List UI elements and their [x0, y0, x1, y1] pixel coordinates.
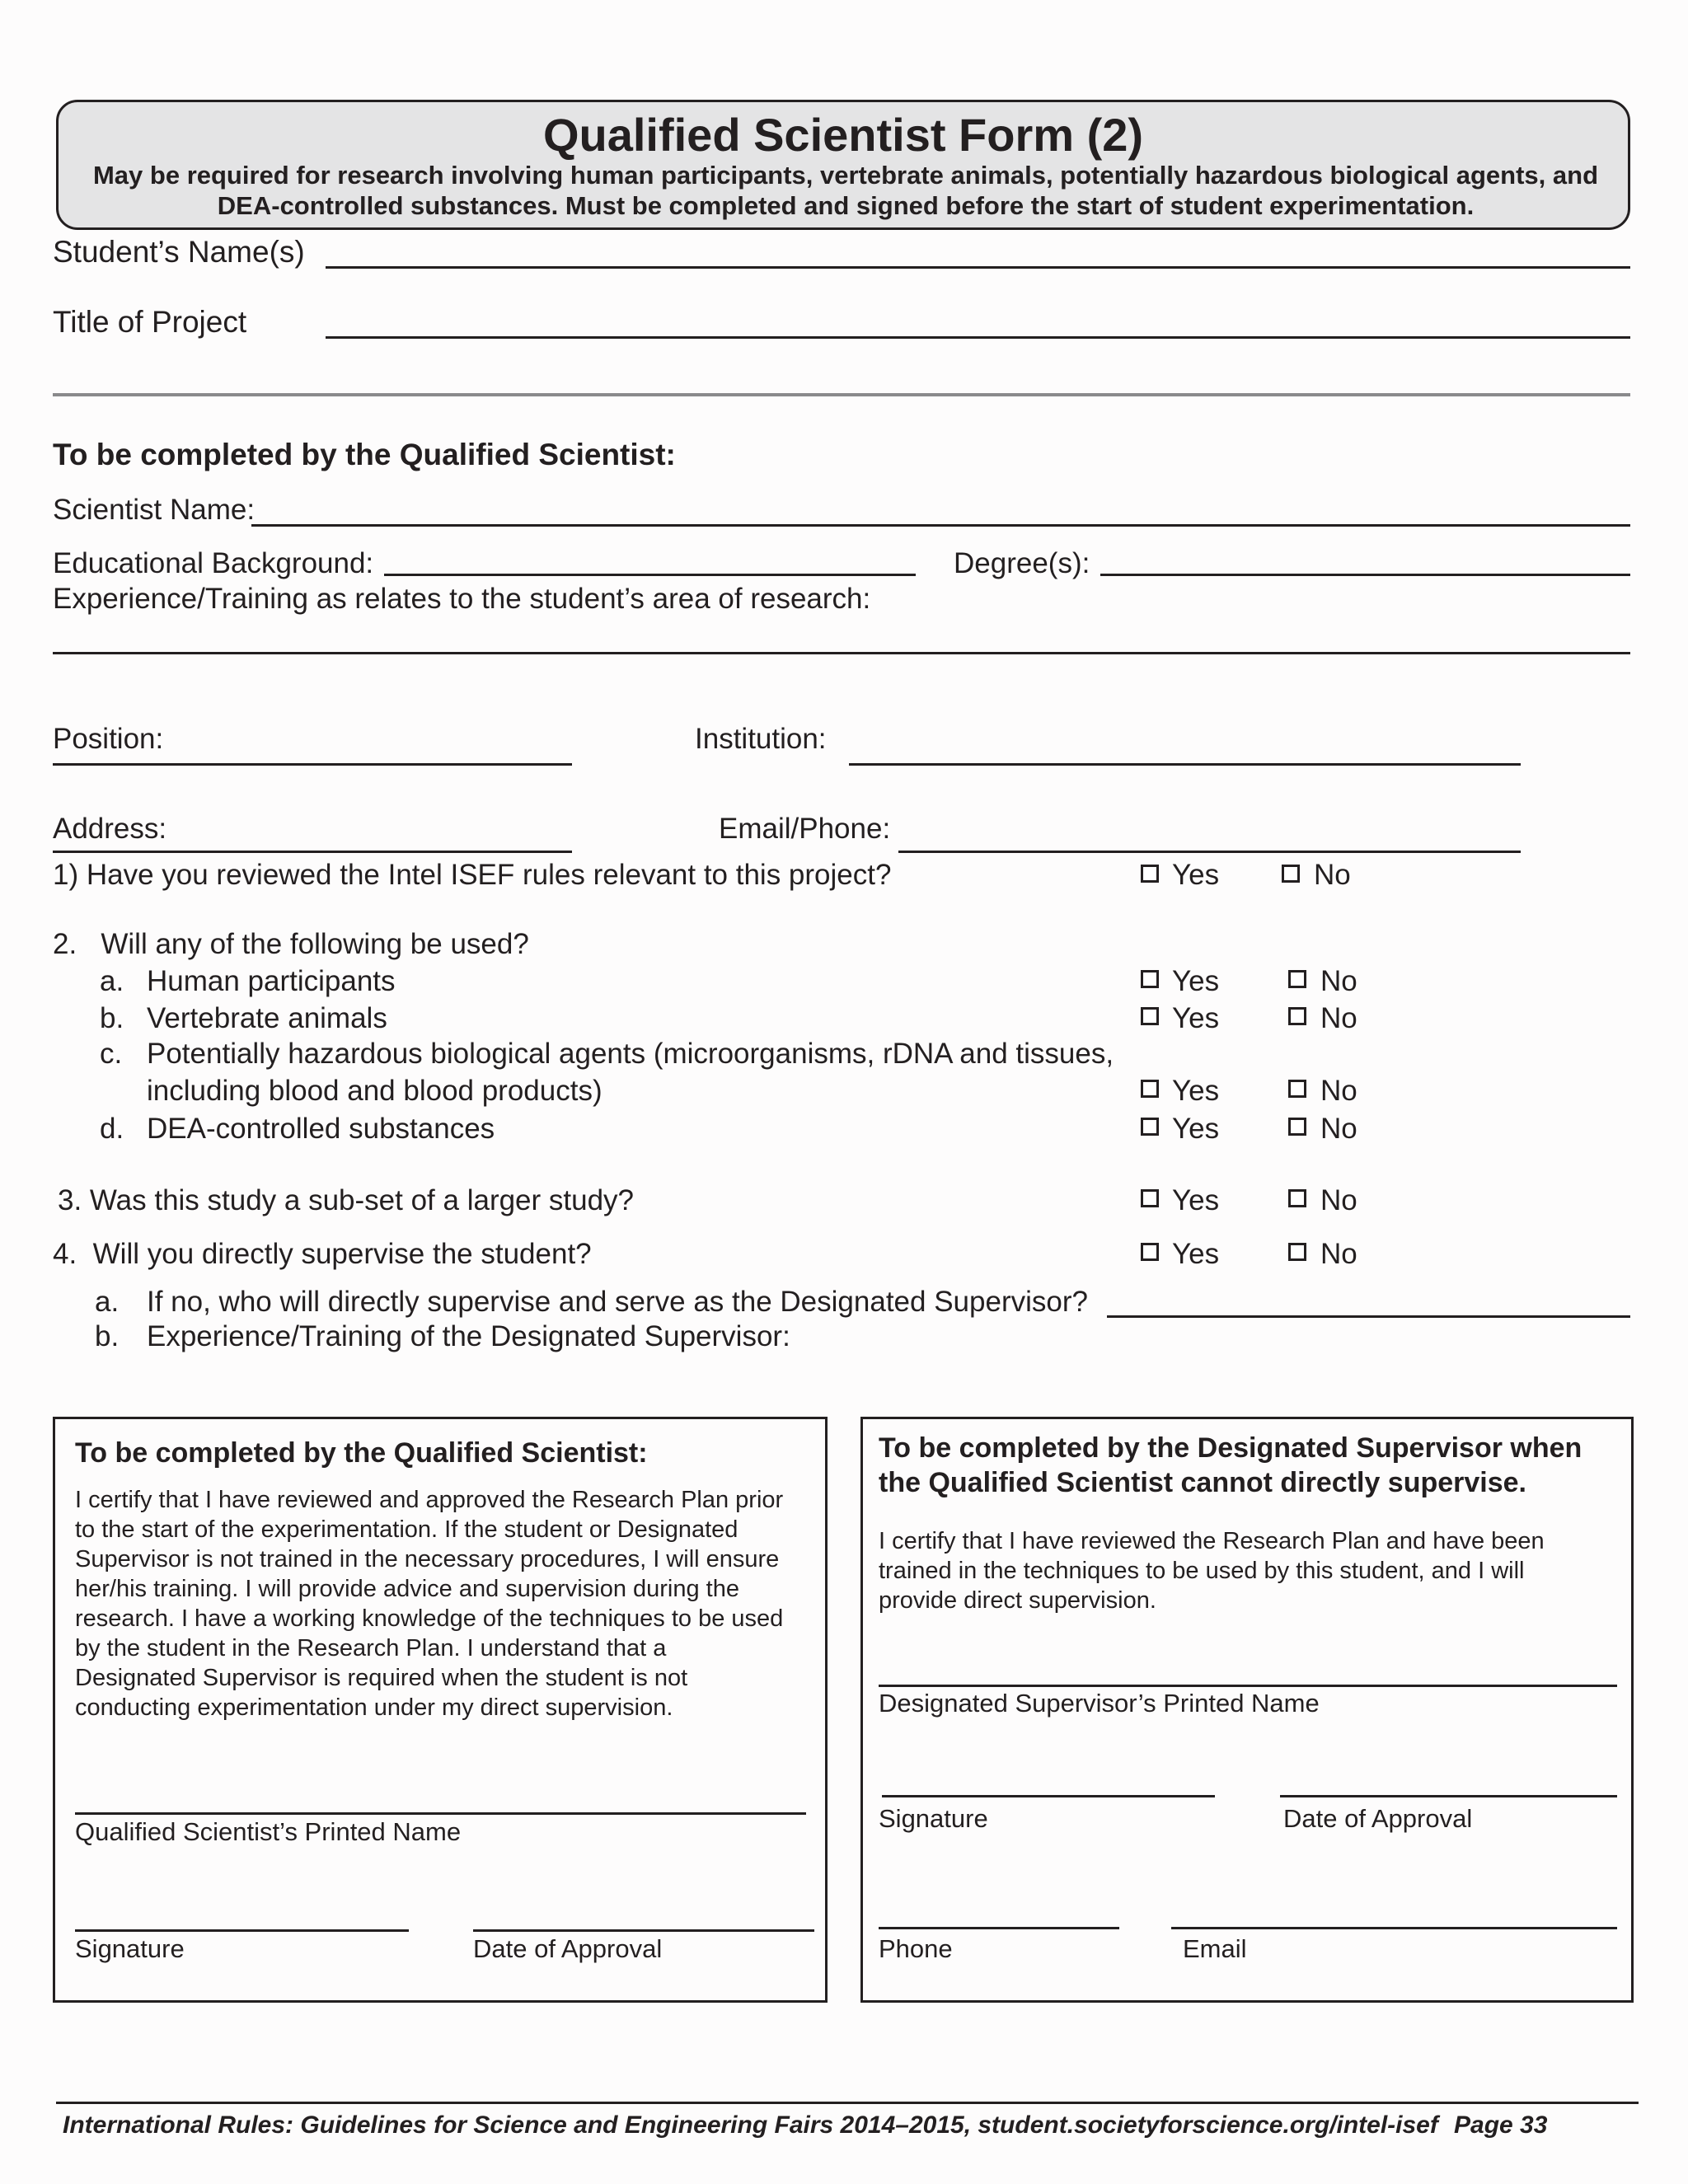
- q2c-no-label: No: [1320, 1075, 1357, 1107]
- supervisor-phone-label: Phone: [879, 1934, 953, 1963]
- q3-yes-label: Yes: [1172, 1184, 1220, 1216]
- q2a-no-checkbox[interactable]: [1288, 970, 1306, 988]
- q1-yes-checkbox[interactable]: [1141, 865, 1159, 883]
- degrees-label: Degree(s):: [954, 547, 1090, 579]
- email-phone-label: Email/Phone:: [719, 813, 891, 845]
- q4-yes-label: Yes: [1172, 1238, 1220, 1270]
- scientist-section-heading: To be completed by the Qualified Scientist:: [53, 438, 676, 471]
- scientist-date-label: Date of Approval: [473, 1934, 663, 1963]
- left-panel-heading: To be completed by the Qualified Scientist:: [75, 1437, 648, 1469]
- section-divider: [53, 393, 1630, 396]
- institution-label: Institution:: [695, 723, 827, 755]
- question-2: 2. Will any of the following be used?: [53, 928, 529, 960]
- q3-no-label: No: [1320, 1184, 1357, 1216]
- q2d-no-label: No: [1320, 1113, 1357, 1145]
- right-panel-heading: To be completed by the Designated Supervisor when the Qualified Scientist cannot directly supervise.: [879, 1432, 1582, 1498]
- q1-no-label: No: [1314, 859, 1351, 891]
- scientist-name-field[interactable]: [251, 524, 1630, 527]
- q4b-marker: b.: [95, 1320, 120, 1352]
- qualified-scientist-panel: [53, 1417, 828, 2003]
- q4-no-label: No: [1320, 1238, 1357, 1270]
- left-panel-certification: I certify that I have reviewed and approved the Research Plan prior to the start of the experimentation. If the student or Designated Supervisor is not trained in the necessary procedures, I will ensure her/his training. I will provide advice and supervision during the research. I have a working knowledge of the techniques to be used by the student in the Research Plan. I understand that a Designated Supervisor is required when the student is not conducting experimentation under my direct supervision.: [75, 1487, 784, 1721]
- q2b-yes-checkbox[interactable]: [1141, 1007, 1159, 1025]
- question-2c-line1: Potentially hazardous biological agents (microorganisms, rDNA and tissues,: [147, 1038, 1114, 1070]
- supervisor-email-label: Email: [1183, 1934, 1247, 1963]
- q4a-marker: a.: [95, 1286, 120, 1318]
- designated-supervisor-field[interactable]: [1107, 1315, 1630, 1318]
- page-number: Page 33: [1454, 2111, 1548, 2139]
- question-2c-line2: including blood and blood products): [147, 1075, 603, 1107]
- question-1: 1) Have you reviewed the Intel ISEF rules relevant to this project?: [53, 859, 892, 891]
- form-header: [56, 100, 1630, 230]
- footer-citation: International Rules: Guidelines for Science and Engineering Fairs 2014–2015, student.societyforscience.org/intel-isef: [63, 2111, 1438, 2139]
- q4-yes-checkbox[interactable]: [1141, 1243, 1159, 1261]
- q2a-no-label: No: [1320, 965, 1357, 997]
- q2b-marker: b.: [100, 1002, 124, 1034]
- question-4a: If no, who will directly supervise and serve as the Designated Supervisor?: [147, 1286, 1088, 1318]
- supervisor-signature-field[interactable]: [882, 1795, 1215, 1797]
- q2b-no-label: No: [1320, 1002, 1357, 1034]
- education-label: Educational Background:: [53, 547, 374, 579]
- student-names-field[interactable]: [326, 266, 1630, 269]
- institution-field[interactable]: [849, 763, 1521, 766]
- question-4: 4. Will you directly supervise the student?: [53, 1238, 592, 1270]
- q3-no-checkbox[interactable]: [1288, 1189, 1306, 1207]
- project-title-field[interactable]: [326, 336, 1630, 339]
- email-phone-field[interactable]: [898, 851, 1521, 853]
- q2c-marker: c.: [100, 1038, 123, 1070]
- supervisor-email-field[interactable]: [1171, 1927, 1617, 1929]
- q2c-yes-checkbox[interactable]: [1141, 1080, 1159, 1098]
- supervisor-date-label: Date of Approval: [1283, 1804, 1473, 1833]
- question-2d: DEA-controlled substances: [147, 1113, 495, 1145]
- position-field[interactable]: [53, 763, 572, 766]
- address-field[interactable]: [53, 851, 572, 853]
- q2c-yes-label: Yes: [1172, 1075, 1220, 1107]
- scientist-name-label: Scientist Name:: [53, 494, 256, 526]
- question-3: 3. Was this study a sub-set of a larger study?: [58, 1184, 635, 1216]
- education-field[interactable]: [384, 574, 916, 576]
- experience-label: Experience/Training as relates to the student’s area of research:: [53, 583, 871, 615]
- q1-no-checkbox[interactable]: [1282, 865, 1300, 883]
- q2d-no-checkbox[interactable]: [1288, 1118, 1306, 1136]
- q2a-yes-label: Yes: [1172, 965, 1220, 997]
- scientist-printed-name-label: Qualified Scientist’s Printed Name: [75, 1817, 462, 1846]
- footer-rule: [56, 2102, 1639, 2104]
- q2d-yes-label: Yes: [1172, 1113, 1220, 1145]
- supervisor-phone-field[interactable]: [879, 1927, 1119, 1929]
- position-label: Position:: [53, 723, 164, 755]
- q2a-yes-checkbox[interactable]: [1141, 970, 1159, 988]
- form-subtitle: May be required for research involving human participants, vertebrate animals, potentially hazardous biological agents, and DEA-controlled substances. Must be completed and signed before the start of student experimentation.: [92, 161, 1599, 220]
- q2a-marker: a.: [100, 965, 124, 997]
- question-4b: Experience/Training of the Designated Supervisor:: [147, 1320, 790, 1352]
- supervisor-signature-label: Signature: [879, 1804, 988, 1833]
- q2d-yes-checkbox[interactable]: [1141, 1118, 1159, 1136]
- supervisor-date-field[interactable]: [1280, 1795, 1617, 1797]
- supervisor-printed-name-label: Designated Supervisor’s Printed Name: [879, 1689, 1320, 1718]
- q4-no-checkbox[interactable]: [1288, 1243, 1306, 1261]
- right-panel-certification: I certify that I have reviewed the Research Plan and have been trained in the techniques to be used by this student, and I will provide direct supervision.: [879, 1528, 1545, 1614]
- address-label: Address:: [53, 813, 167, 845]
- q2b-no-checkbox[interactable]: [1288, 1007, 1306, 1025]
- q2c-no-checkbox[interactable]: [1288, 1080, 1306, 1098]
- q1-yes-label: Yes: [1172, 859, 1220, 891]
- question-2a: Human participants: [147, 965, 396, 997]
- project-title-label: Title of Project: [53, 305, 247, 339]
- q2d-marker: d.: [100, 1113, 124, 1145]
- form-title: Qualified Scientist Form (2): [542, 109, 1144, 161]
- q3-yes-checkbox[interactable]: [1141, 1189, 1159, 1207]
- question-2b: Vertebrate animals: [147, 1002, 387, 1034]
- experience-field[interactable]: [53, 652, 1630, 654]
- student-names-label: Student’s Name(s): [53, 235, 305, 269]
- scientist-signature-label: Signature: [75, 1934, 185, 1963]
- designated-supervisor-panel: [860, 1417, 1634, 2003]
- degrees-field[interactable]: [1100, 574, 1630, 576]
- q2b-yes-label: Yes: [1172, 1002, 1220, 1034]
